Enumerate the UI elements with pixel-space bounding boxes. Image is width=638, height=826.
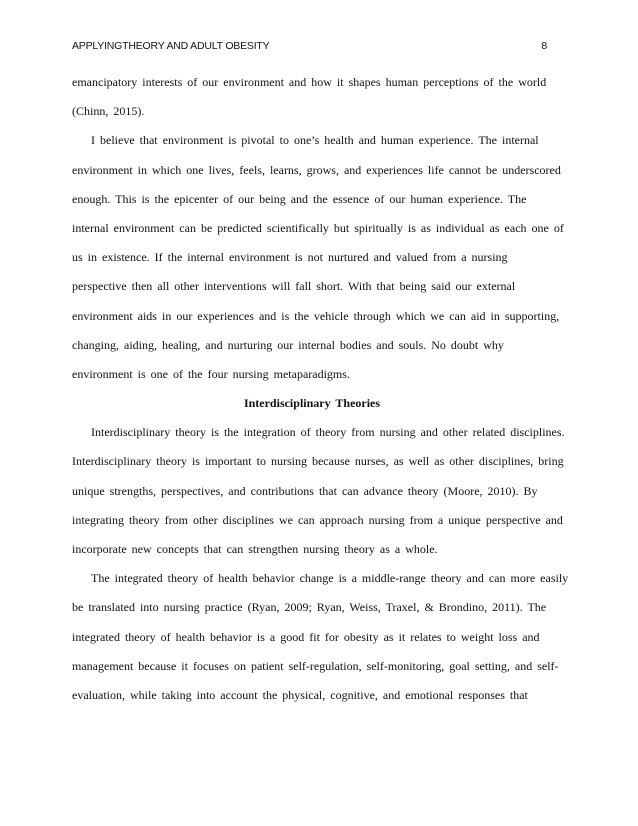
text-line: environment aids in our experiences and is the vehicle through which we can aid in supporting, (72, 308, 560, 323)
paragraph-first-line: The integrated theory of health behavior change is a middle-range theory and can more easily (91, 571, 569, 586)
paragraph-first-line: I believe that environment is pivotal to one’s health and human experience. The internal (91, 133, 539, 148)
text-line: environment is one of the four nursing metaparadigms. (72, 366, 350, 381)
running-head: APPLYINGTHEORY AND ADULT OBESITY (72, 40, 270, 52)
paragraph-first-line: Interdisciplinary theory is the integration of theory from nursing and other related disciplines. (91, 425, 565, 440)
text-line: us in existence. If the internal environment is not nurtured and valued from a nursing (72, 250, 508, 265)
text-line: Interdisciplinary theory is important to nursing because nurses, as well as other disciplines, bring (72, 454, 564, 469)
text-line: unique strengths, perspectives, and contributions that can advance theory (Moore, 2010). By (72, 483, 538, 498)
text-line: integrating theory from other disciplines we can approach nursing from a unique perspective and (72, 512, 563, 527)
section-heading: Interdisciplinary Theories (243, 396, 381, 411)
text-line: emancipatory interests of our environment and how it shapes human perceptions of the world (72, 75, 547, 89)
text-line: integrated theory of health behavior is a good fit for obesity as it relates to weight loss and (72, 629, 540, 644)
text-line: (Chinn, 2015). (72, 104, 145, 119)
page-header (72, 40, 547, 54)
text-line: evaluation, while taking into account the physical, cognitive, and emotional responses that (72, 687, 528, 702)
text-line: environment in which one lives, feels, learns, grows, and experiences life cannot be underscored (72, 162, 561, 177)
document-body (72, 68, 569, 710)
text-line: management because it focuses on patient self-regulation, self-monitoring, goal setting, and self- (72, 658, 559, 673)
text-line: internal environment can be predicted scientifically but spiritually is as individual as each one of (72, 220, 564, 235)
text-line: incorporate new concepts that can strengthen nursing theory as a whole. (72, 542, 438, 556)
text-line: perspective then all other interventions will fall short. With that being said our external (72, 279, 516, 294)
text-line: enough. This is the epicenter of our being and the essence of our human experience. The (72, 191, 527, 206)
text-line: be translated into nursing practice (Ryan, 2009; Ryan, Weiss, Traxel, & Brondino, 2011). The (72, 600, 547, 615)
text-line: changing, aiding, healing, and nurturing our internal bodies and souls. No doubt why (72, 337, 504, 352)
page-number: 8 (541, 40, 547, 52)
